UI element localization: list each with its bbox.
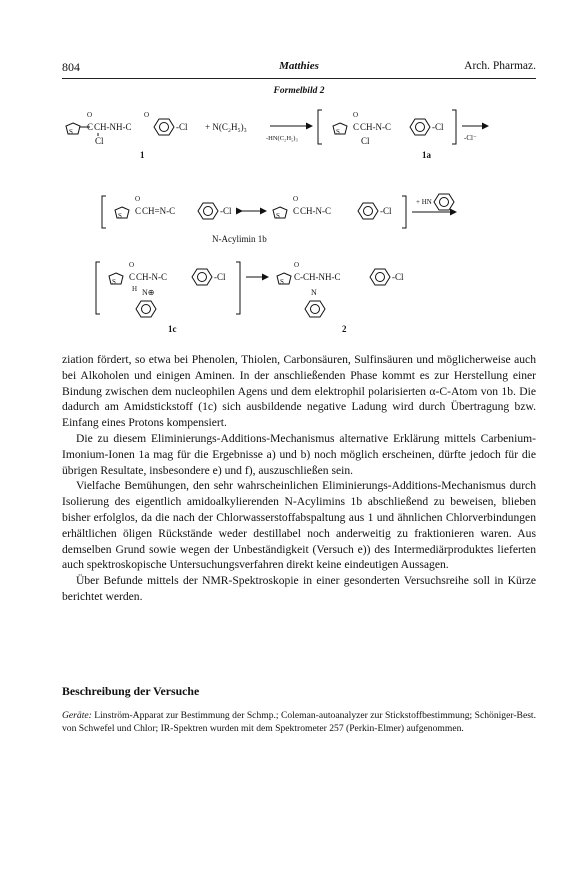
sulfur-label: S [118, 212, 122, 220]
fragment-ch-eq-n: CH=N-C [142, 206, 176, 216]
label-compound-1a: 1a [422, 150, 431, 160]
label-compound-1b: N-Acylimin 1b [212, 234, 267, 244]
label-compound-1c: 1c [168, 324, 177, 334]
methods-body: Linström-Apparat zur Bestimmung der Schmp.; Coleman-autoanalyzer zur Stickstoffbestimmung; Schöniger-Best. von Schwefel und Chlor; IR-Spektren wurden mit dem Spektrometer 257 (Perkin-Elmer) aufgenommen. [62, 710, 536, 735]
compound-1c [96, 261, 240, 334]
chloride-loss: -Cl⁻ [464, 134, 477, 142]
compound-1a [318, 110, 456, 160]
morpholine-ring [434, 194, 454, 210]
amide-o: O [144, 111, 150, 119]
running-header [62, 60, 536, 76]
fragment-ch-n: CH-N-C [136, 272, 167, 282]
para-chloro: -Cl [432, 122, 444, 132]
compound-1b [102, 195, 406, 244]
reagent-triethylamine: + N(C₂H₅)₃ [205, 122, 247, 132]
figure-title: Formelbild 2 [273, 86, 325, 96]
paragraph-4: Über Befunde mittels der NMR-Spektroskopie in einer gesonderten Versuchsreihe soll in Kürze berichtet werden. [62, 574, 536, 603]
reaction-scheme [40, 96, 540, 346]
label-compound-2: 2 [342, 324, 347, 334]
carbonyl-o: O [87, 111, 93, 119]
ammonium-n: N⊕ [142, 288, 155, 297]
methods-lead: Geräte: [62, 710, 92, 721]
morpholine-reagent: + HN [416, 198, 432, 206]
methods-text [62, 709, 536, 736]
compound-1 [66, 111, 188, 160]
carbonyl-c: C [129, 272, 136, 282]
carbonyl-c: C [135, 206, 142, 216]
sulfur-label: S [69, 128, 73, 136]
para-chloro: -Cl [220, 206, 232, 216]
carbonyl-o: O [294, 261, 300, 269]
carbonyl-o: O [135, 195, 141, 203]
sulfur-label: S [276, 212, 280, 220]
morpholine-ring [136, 301, 156, 317]
paragraph-2: Die zu diesem Eliminierungs-Additions-Mechanismus alternative Erklärung mittels Carbenium-Imonium-Ionen 1a mag für die Ergebnisse a) und b) noch möglich erscheinen, dürfte jedoch für die übrigen Resultate, insbesondere e) und f), auszuschließen sein. [62, 431, 536, 477]
morpholine-ring [305, 301, 325, 317]
fragment-c-ch-nh: C-CH-NH-C [294, 272, 341, 282]
carbonyl-c: C [87, 122, 94, 132]
carbonyl-c: C [353, 122, 360, 132]
body-text [62, 352, 536, 605]
carbonyl-c: C [293, 206, 300, 216]
fragment-ch-nh: CH-NH-C [94, 122, 132, 132]
journal-name: Arch. Pharmaz. [464, 60, 536, 72]
carbonyl-o: O [129, 261, 135, 269]
morpholine-n: N [311, 288, 317, 297]
chloro-substituent: Cl [361, 136, 370, 146]
paragraph-1: ziation fördert, so etwa bei Phenolen, Thiolen, Carbonsäuren, Sulfinsäuren und möglicherweise auch bei Alkoholen und einigen Aminen. In der anschließenden Phase kommt es zur Herstellung einer Bindung zwischen dem nucleophilen Agens und dem elektrophil polarisierten α-C-Atom von 1b. Die dadurch am Amidstickstoff (1c) sich ausbildende negative Ladung wird durch Übertragung bzw. Einfang eines Protons kompensiert. [62, 353, 536, 430]
sulfur-label: S [336, 128, 340, 136]
header-rule [62, 78, 536, 79]
running-author: Matthies [279, 60, 319, 72]
page-number: 804 [62, 60, 80, 74]
hydrogen-label: H [132, 285, 138, 293]
paragraph-3: Vielfache Bemühungen, den sehr wahrscheinlichen Eliminierungs-Additions-Mechanismus durch Isolierung des eigentlich amidoalkylierenden N-Acylimins 1b abschließend zu beweisen, blieben bisher erfolglos, da die nach der Chlorwasserstoffabspaltung aus 1 und ähnlichen Chlorverbindungen erhältlichen öligen Rückstände weder destillabel noch anderweitig zu fraktionieren waren. Aus demselben Grund sowie wegen der Unbeständigkeit (Versuch e)) des Intermediärproduktes lieferten auch spektroskopische Untersuchungsverfahren direkt keine eindeutigen Aussagen. [62, 479, 536, 572]
byproduct-label: -HN(C₂H₅)₃ [266, 135, 298, 142]
para-chloro: -Cl [380, 206, 392, 216]
para-chloro: -Cl [214, 272, 226, 282]
carbonyl-o: O [293, 195, 299, 203]
chloro-substituent: Cl [95, 136, 104, 146]
compound-2 [277, 261, 404, 334]
para-chloro: -Cl [392, 272, 404, 282]
fragment-ch-n: CH-N-C [360, 122, 391, 132]
section-heading: Beschreibung der Versuche [62, 684, 200, 698]
carbonyl-o: O [353, 111, 359, 119]
fragment-ch-n: CH-N-C [300, 206, 331, 216]
para-chloro: -Cl [176, 122, 188, 132]
label-compound-1: 1 [140, 150, 145, 160]
sulfur-label: S [112, 278, 116, 286]
sulfur-label: S [280, 278, 284, 286]
